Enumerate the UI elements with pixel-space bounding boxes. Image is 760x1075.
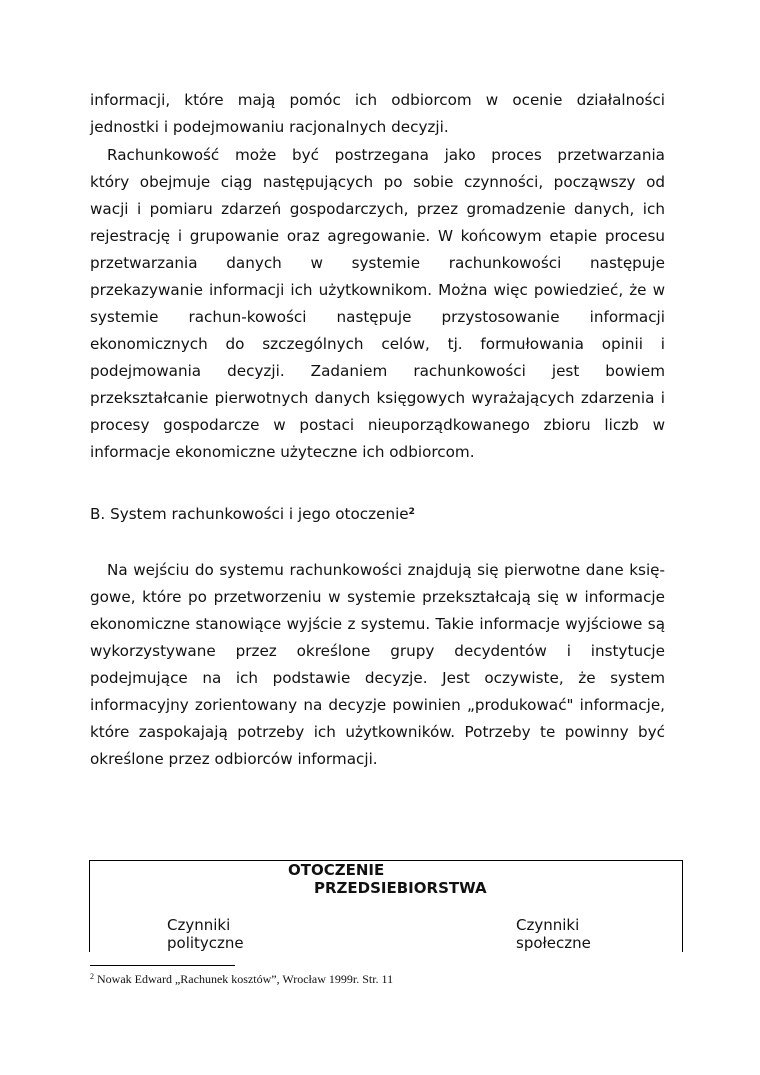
footnote-text: Nowak Edward „Rachunek kosztów”, Wrocław 1999r. Str. 11 — [94, 972, 394, 986]
paragraph-line: Na wejściu do systemu rachunkowości znajdują się pierwotne dane księ- — [107, 561, 665, 579]
social-factors-label-line1: Czynniki — [516, 916, 580, 934]
footnote-separator — [90, 965, 235, 966]
diagram-title-line1: OTOCZENIE — [288, 861, 385, 879]
footnote — [90, 969, 393, 987]
paragraph-line: informacyjny zorientowany na decyzje powinien „produkować" informacje, — [90, 696, 665, 714]
political-factors-label-line2: polityczne — [167, 934, 244, 952]
paragraph-line: Rachunkowość może być postrzegana jako proces przetwarzania — [107, 146, 665, 164]
paragraph-line: jednostki i podejmowaniu racjonalnych decyzji. — [90, 118, 449, 136]
paragraph-line: informacje ekonomiczne użyteczne ich odbiorcom. — [90, 443, 475, 461]
paragraph-line: systemie rachun-kowości następuje przystosowanie informacji — [90, 308, 665, 326]
paragraph-line: które zaspokajają potrzeby ich użytkowników. Potrzeby te powinny być — [90, 723, 665, 741]
paragraph-line: wacji i pomiaru zdarzeń gospodarczych, przez gromadzenie danych, ich — [90, 200, 665, 218]
paragraph-line: przetwarzania danych w systemie rachunkowości następuje — [90, 254, 665, 272]
paragraph-line: podejmujące na ich podstawie decyzje. Jest oczywiste, że system — [90, 669, 665, 687]
paragraph-line: ekonomiczne stanowiące wyjście z systemu. Takie informacje wyjściowe są — [90, 615, 665, 633]
paragraph-line: gowe, które po przetworzeniu w systemie przekształcają się w informacje — [90, 588, 665, 606]
paragraph-line: wykorzystywane przez określone grupy decydentów i instytucje — [90, 642, 665, 660]
paragraph-line: przekształcanie pierwotnych danych księgowych wyrażających zdarzenia i — [90, 389, 665, 407]
section-heading — [90, 502, 415, 524]
footnote-reference[interactable]: 2 — [408, 507, 415, 517]
paragraph-line: przekazywanie informacji ich użytkownikom. Można więc powiedzieć, że w — [90, 281, 665, 299]
paragraph-line: procesy gospodarcze w postaci nieuporządkowanego zbioru liczb w — [90, 416, 665, 434]
paragraph-line: ekonomicznych do szczególnych celów, tj. formułowania opinii i — [90, 335, 665, 353]
paragraph-line: określone przez odbiorców informacji. — [90, 750, 378, 768]
footnote-number: 2 — [90, 972, 94, 981]
diagram-title-line2: PRZEDSIEBIORSTWA — [314, 879, 487, 897]
paragraph-line: podejmowania decyzji. Zadaniem rachunkowości jest bowiem — [90, 362, 665, 380]
paragraph-line: rejestrację i grupowanie oraz agregowanie. W końcowym etapie procesu — [90, 227, 665, 245]
political-factors-label-line1: Czynniki — [167, 916, 231, 934]
social-factors-label-line2: społeczne — [516, 934, 591, 952]
paragraph-line: który obejmuje ciąg następujących po sobie czynności, począwszy od — [90, 173, 665, 191]
section-heading-text: B. System rachunkowości i jego otoczenie — [90, 505, 409, 523]
paragraph-line: informacji, które mają pomóc ich odbiorcom w ocenie działalności — [90, 91, 665, 109]
